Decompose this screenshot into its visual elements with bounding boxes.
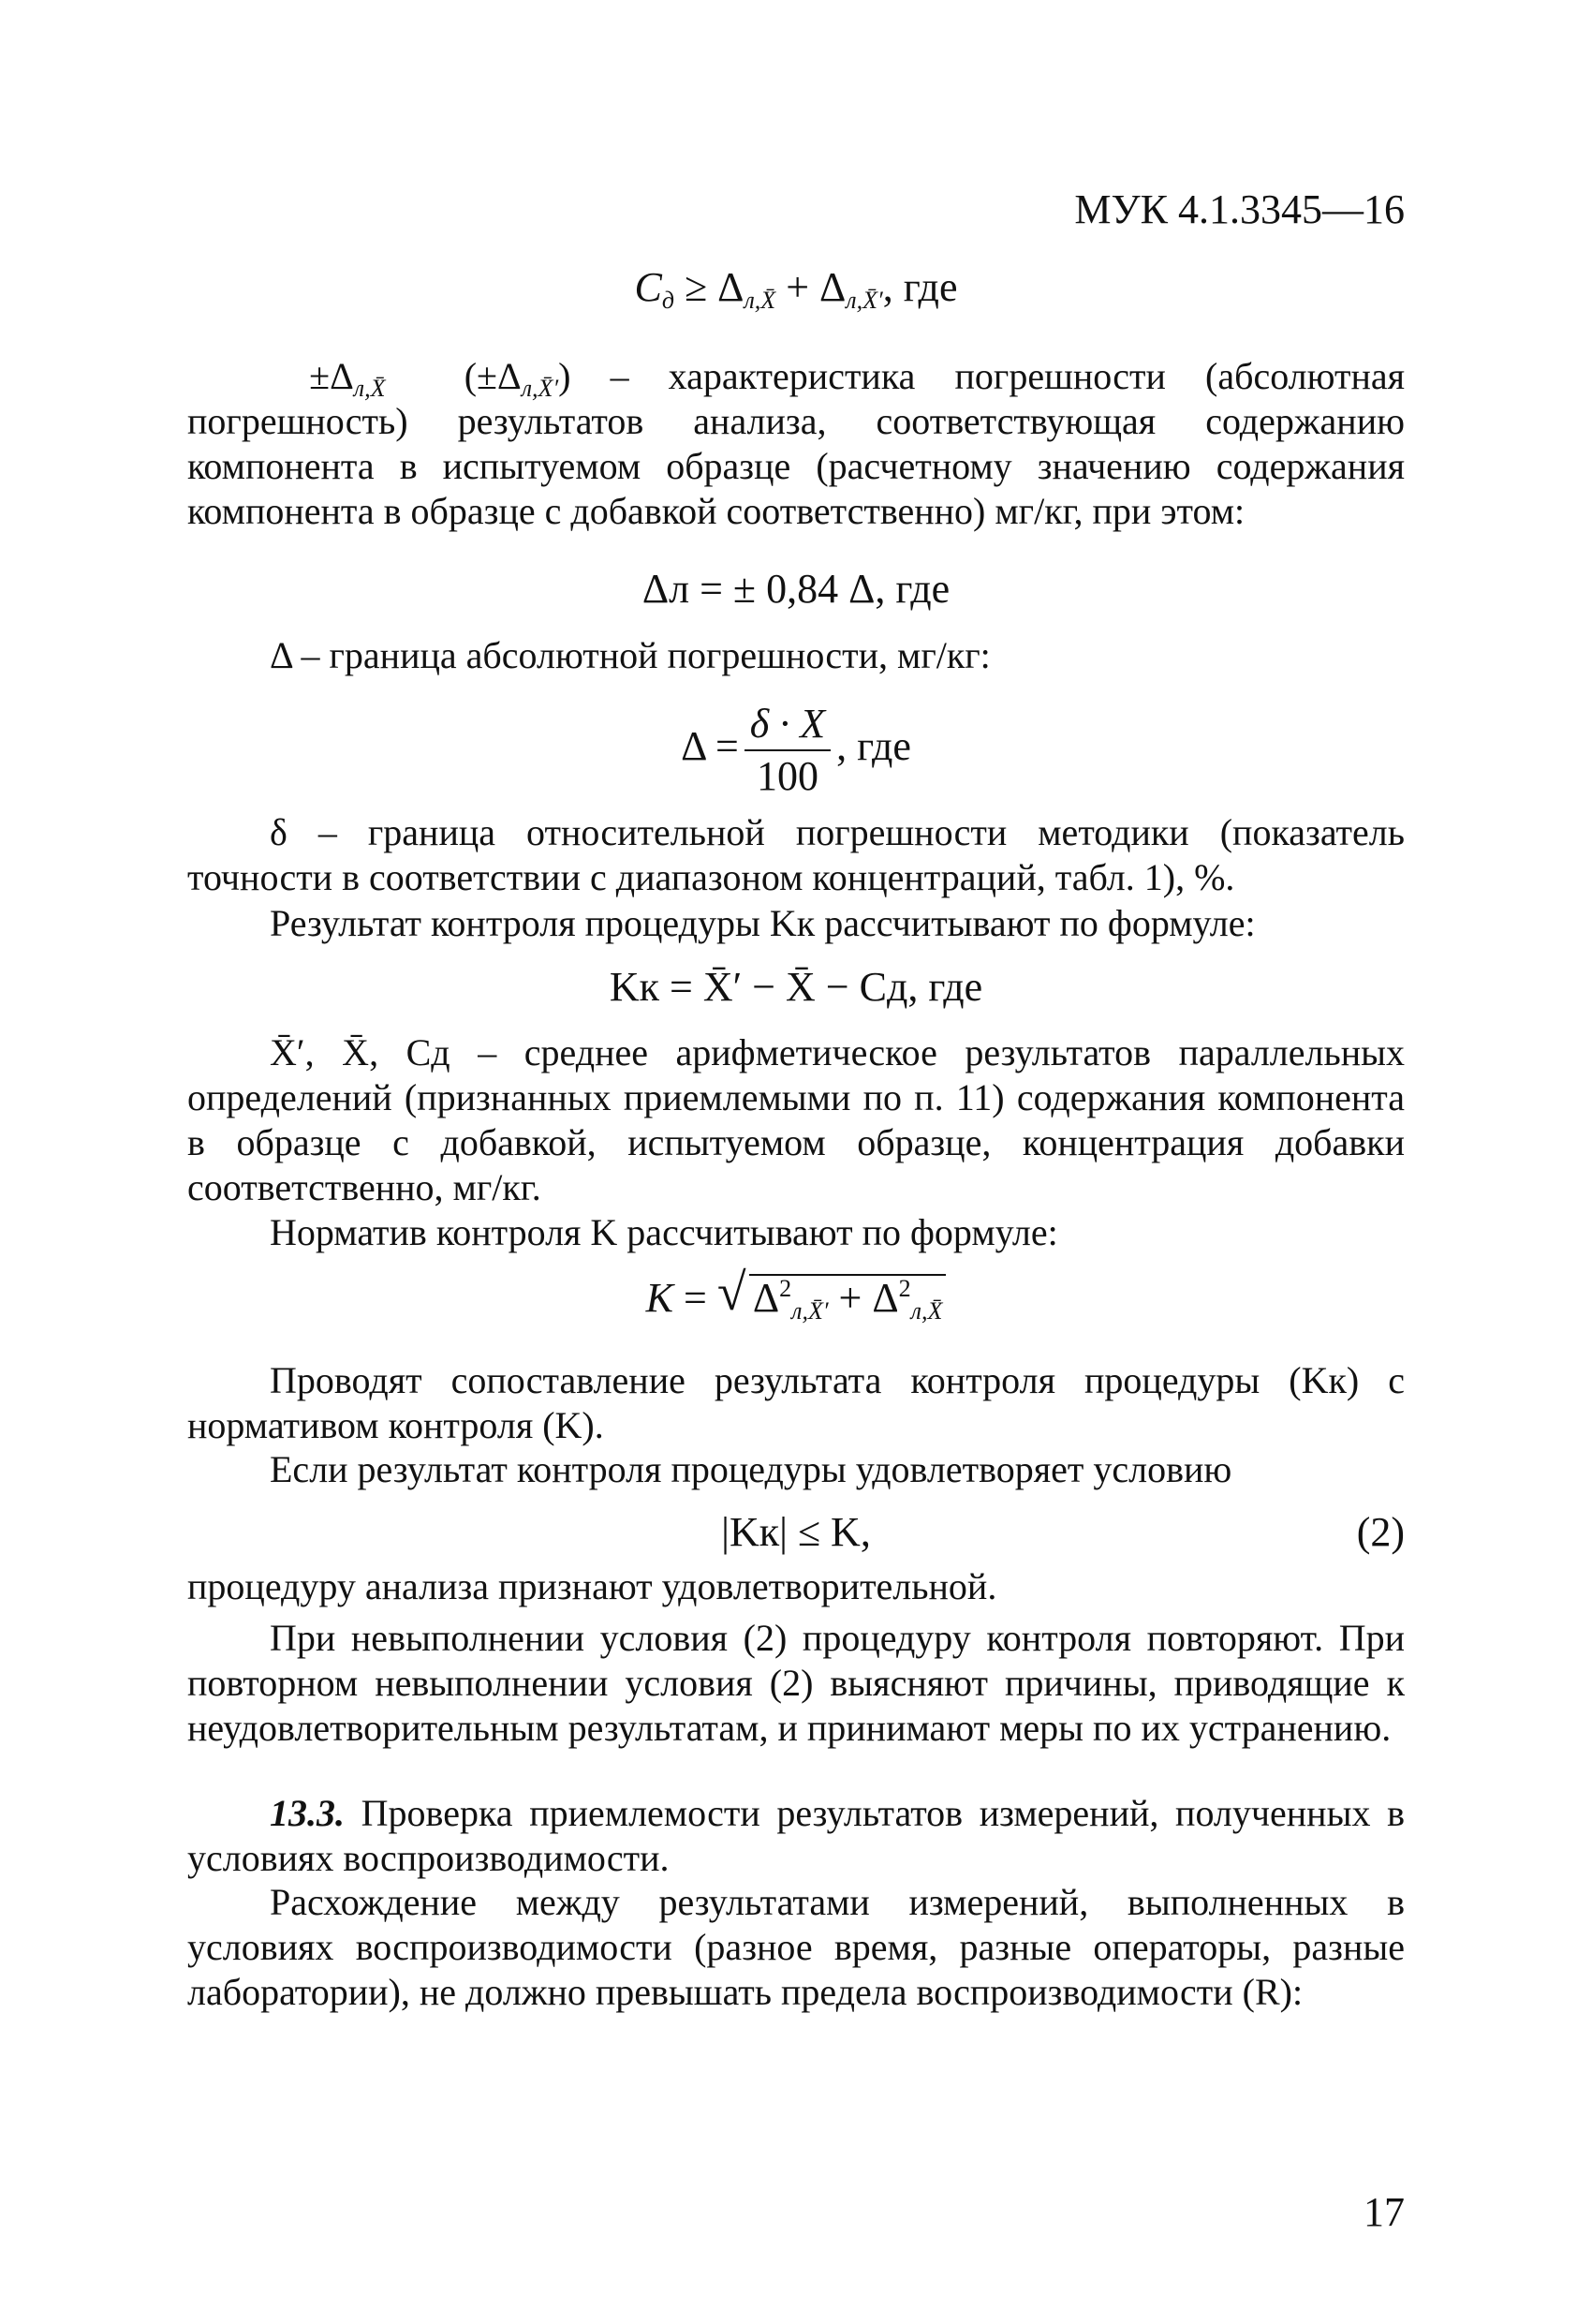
formula-k-sqrt: K = √ $\Delta^2л,X̄'$ + $\Delta^2л,X̄$ <box>187 1274 1405 1321</box>
formula-cd: Cд ≥ Δл,X̄ + Δл,X̄′, где <box>634 264 958 314</box>
paragraph-delta-definition <box>187 354 1405 534</box>
paragraph-norm-intro: Норматив контроля K рассчитывают по формуле: <box>270 1211 1058 1253</box>
page-number: 17 <box>1364 2189 1405 2235</box>
fraction <box>744 701 831 800</box>
paragraph-compare: Проводят сопоставление результата контроля процедуры (Kк) с нормативом контроля (K). <box>187 1359 1405 1446</box>
paragraph-delta-bound: Δ – граница абсолютной погрешности, мг/кг: <box>270 634 991 676</box>
paragraph-repeat: При невыполнении условия (2) процедуру контроля повторяют. При повторном невыполнении условия (2) выясняют причины, приводящие к неудовлетворительным результатам, и принимают меры по их устранению. <box>187 1617 1405 1749</box>
delta-symbols: $\pm\Delta_{л,X̄}$ $(\pm\Delta_{л,X̄'})$ <box>309 355 571 402</box>
formula-delta-fraction: Δ = $\frac{\delta \cdot X}{100}$ , где <box>681 700 911 799</box>
paragraph-kk-intro: Результат контроля процедуры Kк рассчитывают по формуле: <box>270 902 1256 944</box>
section-number: 13.3. <box>270 1792 345 1834</box>
formula-cd-tail: , где <box>882 264 958 310</box>
fraction-numerator: δ · X <box>749 700 826 747</box>
formula-kk: Kк = X̄′ − X̄ − Cд, где <box>609 964 983 1010</box>
paragraph-if-condition: Если результат контроля процедуры удовлетворяет условию <box>270 1448 1232 1490</box>
equation-number: (2) <box>1356 1509 1405 1555</box>
formula-delta-l: Δл = ± 0,84 Δ, где <box>641 566 951 612</box>
formula-condition-expr: |Kк| ≤ K, <box>721 1509 871 1555</box>
paragraph-section-13-3 <box>187 1791 1405 1881</box>
formula-condition <box>187 1510 1405 1555</box>
paragraph-means: X̄′, X̄, Cд – среднее арифметическое результатов параллельных определений (признанных приемлемыми по п. 11) содержания компонента в образце с добавкой, испытуемом образце, концентрация добавки соответственно, мг/кг. <box>187 1031 1405 1208</box>
sqrt-expression: √ $\Delta^2л,X̄'$ + $\Delta^2л,X̄$ <box>749 1274 947 1321</box>
fraction-denominator: 100 <box>756 752 818 799</box>
paragraph-delta-definition-text: – характеристика погрешности (абсолютная погрешность) результатов анализа, соответствующая содержанию компонента в испытуемом образце (расчетному значению содержания компонента в образце с добавкой соответственно) мг/кг, при этом: <box>187 355 1406 532</box>
paragraph-reproducibility: Расхождение между результатами измерений, выполненных в условиях воспроизводимости (разное время, разные операторы, разные лаборатории), не должно превышать предела воспроизводимости (R): <box>187 1881 1405 2013</box>
section-13-3-text: Проверка приемлемости результатов измерений, полученных в условиях воспроизводимости. <box>187 1792 1406 1879</box>
paragraph-delta-relative: δ – граница относительной погрешности методики (показатель точности в соответствии с диапазоном концентраций, табл. 1), %. <box>187 811 1405 898</box>
formula-delta-fraction-tail: , где <box>836 723 911 769</box>
doc-code: МУК 4.1.3345—16 <box>1074 186 1405 232</box>
paragraph-satisfactory: процедуру анализа признают удовлетворительной. <box>187 1565 997 1607</box>
